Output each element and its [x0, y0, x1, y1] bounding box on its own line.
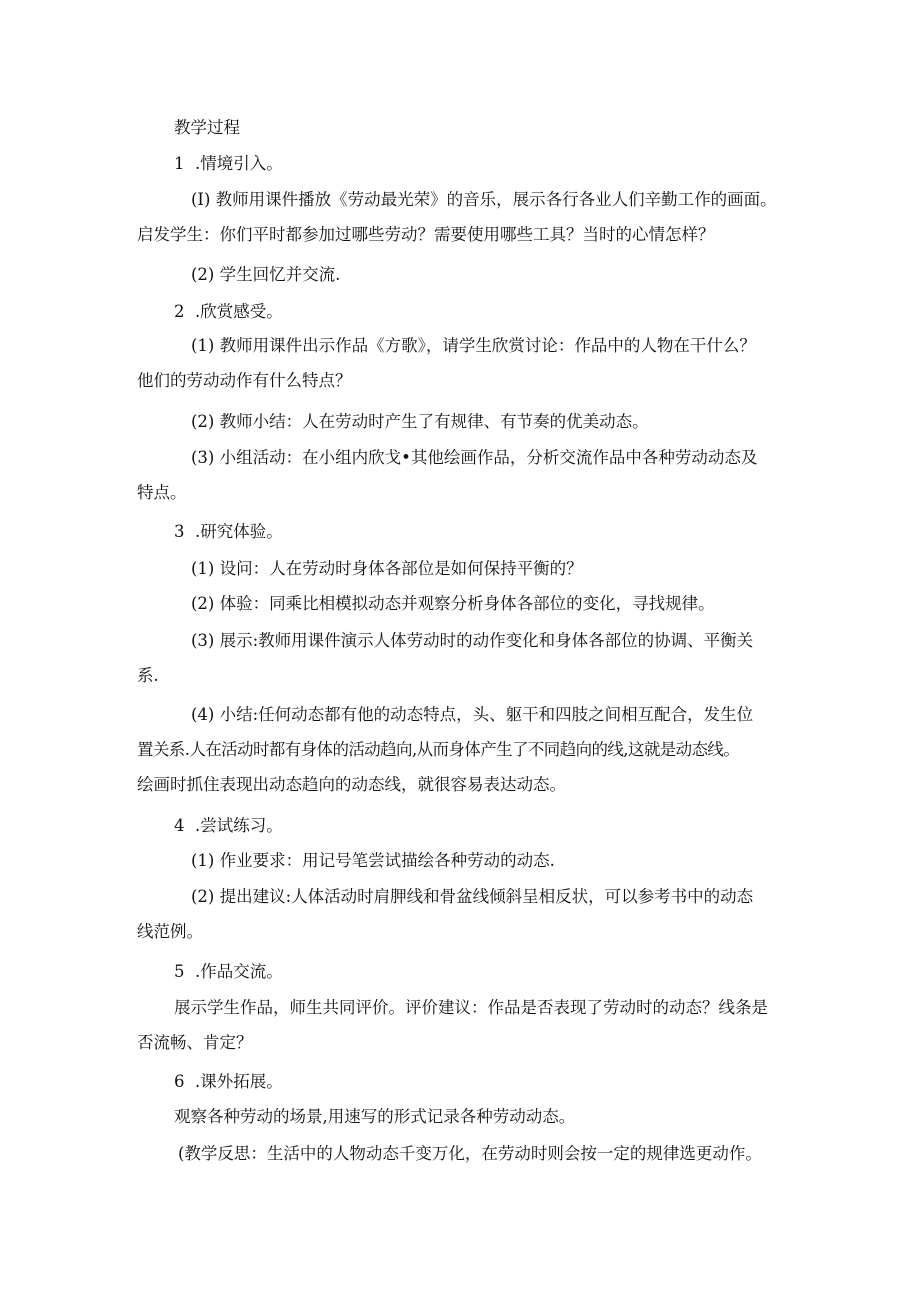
step-1-item-1 — [137, 182, 787, 252]
document-line: (2) 学生回忆并交流. — [191, 265, 341, 284]
heading-text: 教学过程 — [174, 118, 240, 137]
step-4-item-1 — [191, 843, 841, 878]
document-line: (3) 展示:教师用课件演示人体劳动时的动作变化和身体各部位的协调、平衡关 — [191, 631, 754, 650]
step-3-item-3 — [137, 623, 787, 693]
document-line: (2) 提出建议:人体活动时肩胛线和骨盆线倾斜呈相反状，可以参考书中的动态 — [191, 887, 754, 906]
document-line: 特点。 — [137, 483, 187, 502]
section-heading — [174, 110, 824, 145]
step-4-item-2 — [137, 879, 787, 949]
step-1-title — [174, 146, 824, 181]
document-line: (I) 教师用课件播放《劳动最光荣》的音乐，展示各行各业人们辛勤工作的画面。 — [191, 190, 777, 209]
step-6-body — [174, 1099, 824, 1134]
document-line: 5 .作品交流。 — [174, 962, 283, 981]
document-line: 启发学生：你们平时都参加过哪些劳动？需要使用哪些工具？当时的心情怎样？ — [137, 225, 715, 244]
step-3-item-2 — [191, 586, 841, 621]
step-4-title — [174, 808, 824, 843]
document-line: (1) 作业要求：用记号笔尝试描绘各种劳动的动态. — [191, 851, 555, 870]
teaching-reflection — [178, 1136, 828, 1171]
step-3-title — [174, 514, 824, 549]
document-line: 展示学生作品，师生共同评价。评价建议：作品是否表现了劳动时的动态？线条是 — [174, 998, 768, 1017]
document-line: (1) 教师用课件出示作品《方歌》，请学生欣赏讨论：作品中的人物在干什么？ — [191, 336, 756, 355]
document-line: 系. — [137, 666, 159, 685]
step-5-body — [137, 990, 787, 1060]
step-6-title — [174, 1064, 824, 1099]
document-line: (4) 小结:任何动态都有他的动态特点，头、躯干和四肢之间相互配合，发生位 — [191, 705, 754, 724]
document-line: 置关系.人在活动时都有身体的活动趋向,从而身体产生了不同趋向的线,这就是动态线。 — [137, 740, 740, 759]
document-line: 观察各种劳动的场景,用速写的形式记录各种劳动动态。 — [174, 1107, 576, 1126]
step-3-item-1 — [191, 551, 841, 586]
step-2-item-2 — [191, 404, 841, 439]
document-line: 1 .情境引入。 — [174, 154, 283, 173]
document-line: 3 .研究体验。 — [174, 522, 283, 541]
step-2-item-1 — [137, 328, 787, 398]
step-2-item-3 — [137, 440, 787, 510]
document-line: (2) 教师小结：人在劳动时产生了有规律、有节奏的优美动态。 — [191, 412, 649, 431]
document-line: (教学反思：生活中的人物动态千变万化，在劳动时则会按一定的规律选更动作。 — [178, 1144, 762, 1163]
document-line: 否流畅、肯定？ — [137, 1033, 253, 1052]
step-1-item-2 — [191, 257, 841, 292]
document-line: (3) 小组活动：在小组内欣戈•其他绘画作品，分析交流作品中各种劳动动态及 — [191, 448, 758, 467]
document-line: 4 .尝试练习。 — [174, 816, 283, 835]
step-5-title — [174, 954, 824, 989]
document-line: 绘画时抓住表现出动态趋向的动态线，就很容易表达动态。 — [137, 775, 566, 794]
document-line: 6 .课外拓展。 — [174, 1072, 283, 1091]
document-line: (2) 体验：同乘比相模拟动态并观察分析身体各部位的变化，寻找规律。 — [191, 594, 715, 613]
document-line: (1) 设问：人在劳动时身体各部位是如何保持平衡的？ — [191, 559, 583, 578]
document-line: 他们的劳动动作有什么特点？ — [137, 371, 352, 390]
document-line: 2 .欣赏感受。 — [174, 302, 283, 321]
step-3-item-4 — [137, 697, 787, 802]
document-line: 线范例。 — [137, 922, 203, 941]
step-2-title — [174, 294, 824, 329]
